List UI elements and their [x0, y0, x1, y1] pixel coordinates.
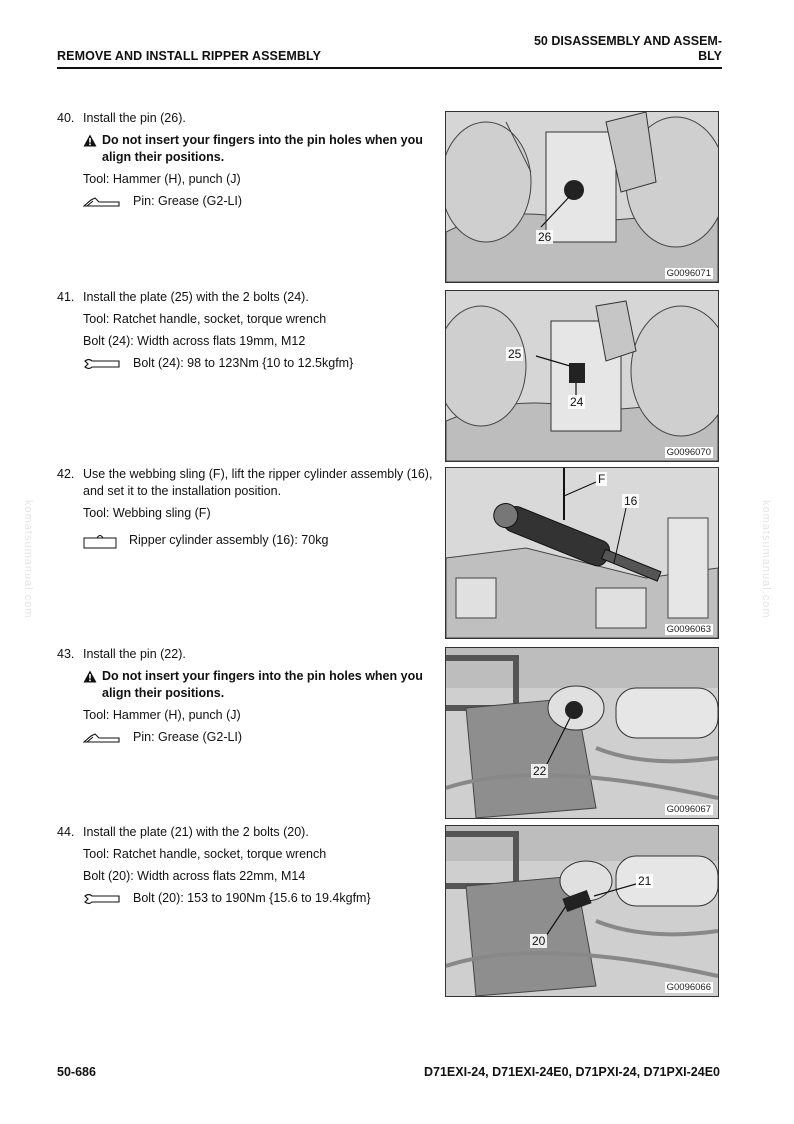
chapter-title: [482, 34, 722, 64]
figure-id: G0096067: [666, 804, 711, 815]
section-title: REMOVE AND INSTALL RIPPER ASSEMBLY: [57, 49, 322, 63]
step-number: 44.: [57, 825, 75, 839]
tool-line: Tool: Hammer (H), punch (J): [83, 172, 241, 186]
warning-icon: [83, 134, 97, 147]
page-number: 50-686: [57, 1065, 96, 1079]
warning-text: Do not insert your fingers into the pin holes when you align their positions.: [102, 669, 423, 700]
figure-step-43: [445, 647, 719, 819]
cylinder-pin-illustration: [446, 648, 718, 818]
figure-id: G0096071: [666, 268, 711, 279]
figure-step-44: [445, 825, 719, 997]
callout-24: 24: [570, 395, 584, 409]
torque-wrench-icon: [83, 893, 121, 905]
ripper-pin-illustration: [446, 112, 718, 282]
torque-spec-text: Bolt (24): 98 to 123Nm {10 to 12.5kgfm}: [133, 356, 354, 370]
step-number: 41.: [57, 290, 75, 304]
cylinder-plate-illustration: [446, 826, 718, 996]
callout-22: 22: [533, 764, 547, 778]
warning-text: Do not insert your fingers into the pin holes when you align their positions.: [102, 133, 423, 164]
weight-spec-text: Ripper cylinder assembly (16): 70kg: [129, 533, 329, 547]
weight-spec: [83, 532, 437, 549]
callout-20: 20: [532, 934, 546, 948]
torque-spec-text: Bolt (20): 153 to 190Nm {15.6 to 19.4kgfm}: [133, 891, 371, 905]
watermark-right: komatsumanual.com: [760, 500, 772, 619]
callout-25: 25: [508, 347, 522, 361]
figure-step-40: [445, 111, 719, 283]
warning-note: [83, 668, 437, 702]
figure-id: G0096063: [666, 624, 711, 635]
grease-spec-text: Pin: Grease (G2-LI): [133, 730, 243, 744]
figure-step-42: [445, 467, 719, 639]
tool-line: Tool: Webbing sling (F): [83, 506, 211, 520]
callout-16: 16: [624, 494, 638, 508]
torque-spec: [83, 890, 437, 907]
watermark-left: komatsumanual.com: [22, 500, 34, 619]
step-instruction: Install the plate (25) with the 2 bolts (24).: [83, 290, 309, 304]
step-number: 40.: [57, 111, 75, 125]
step-number: 43.: [57, 647, 75, 661]
step-instruction: Use the webbing sling (F), lift the ripper cylinder assembly (16), and set it to the installation position.: [83, 467, 433, 498]
bolt-size-line: Bolt (24): Width across flats 19mm, M12: [83, 334, 306, 348]
step-44: [57, 824, 437, 912]
grease-icon: [83, 732, 121, 744]
step-40: [57, 110, 437, 215]
figure-id: G0096066: [666, 982, 711, 993]
grease-spec: [83, 729, 437, 746]
tool-line: Tool: Hammer (H), punch (J): [83, 708, 241, 722]
ripper-plate-illustration: [446, 291, 718, 461]
grease-spec-text: Pin: Grease (G2-LI): [133, 194, 243, 208]
callout-21: 21: [638, 874, 652, 888]
tool-line: Tool: Ratchet handle, socket, torque wrench: [83, 312, 327, 326]
warning-icon: [83, 670, 97, 683]
figure-step-41: [445, 290, 719, 462]
chapter-title-line2: BLY: [698, 49, 722, 63]
step-41: [57, 289, 437, 377]
step-43: [57, 646, 437, 751]
step-instruction: Install the pin (22).: [83, 647, 186, 661]
weight-icon: [83, 533, 117, 549]
chapter-title-line1: 50 DISASSEMBLY AND ASSEM-: [533, 34, 722, 48]
tool-line: Tool: Ratchet handle, socket, torque wrench: [83, 847, 327, 861]
callout-26: 26: [538, 230, 552, 244]
warning-note: [83, 132, 437, 166]
grease-icon: [83, 196, 121, 208]
callout-F: F: [598, 472, 606, 486]
ripper-cylinder-illustration: [446, 468, 718, 638]
figure-id: G0096070: [666, 447, 711, 458]
header-divider: [57, 67, 722, 69]
step-instruction: Install the plate (21) with the 2 bolts (20).: [83, 825, 309, 839]
grease-spec: [83, 193, 437, 210]
torque-wrench-icon: [83, 358, 121, 370]
torque-spec: [83, 355, 437, 372]
model-list: D71EXI-24, D71EXI-24E0, D71PXI-24, D71PXI-24E0: [424, 1065, 720, 1079]
bolt-size-line: Bolt (20): Width across flats 22mm, M14: [83, 869, 306, 883]
step-instruction: Install the pin (26).: [83, 111, 186, 125]
step-42: [57, 466, 437, 554]
step-number: 42.: [57, 467, 75, 481]
